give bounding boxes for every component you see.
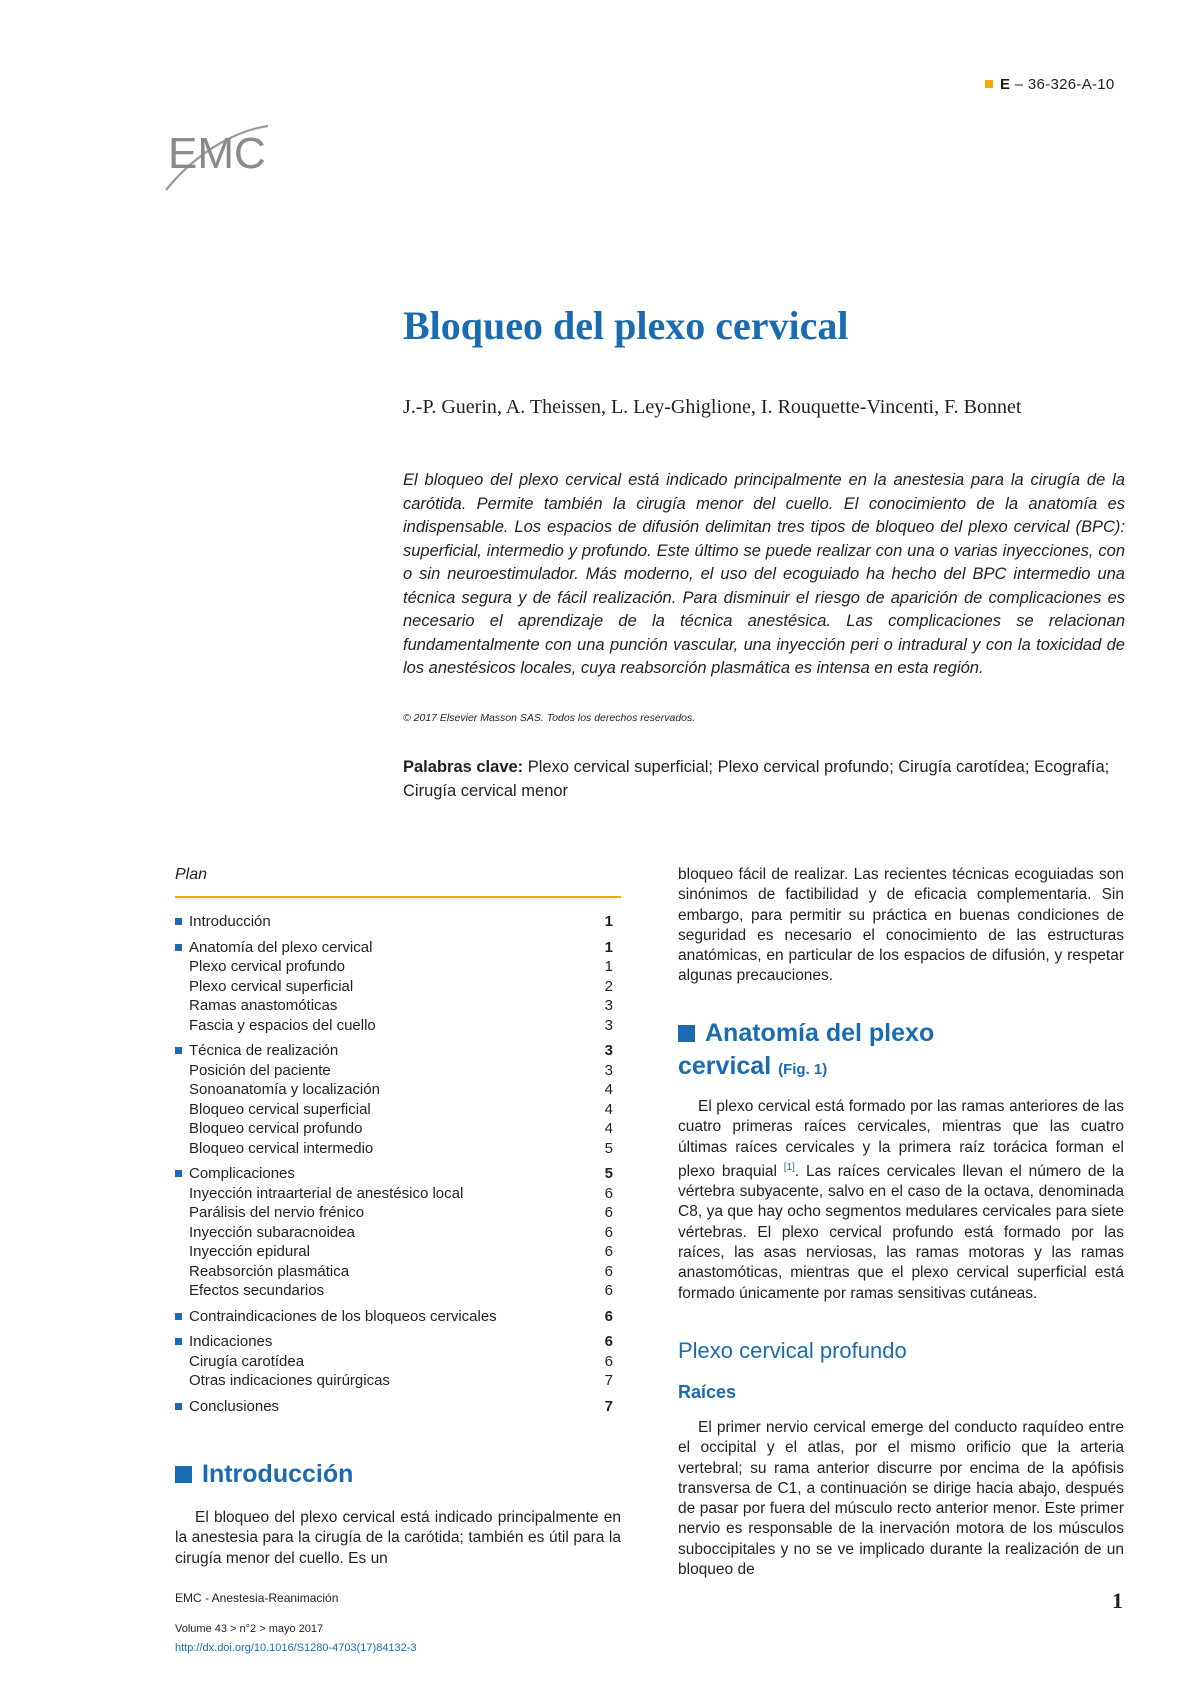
toc-subsection-item[interactable] [175, 1139, 621, 1159]
toc-subsection-item[interactable] [175, 1352, 621, 1372]
toc-section-item[interactable] [175, 1332, 621, 1352]
orange-square-icon [985, 80, 993, 88]
toc-item-page: 6 [604, 1204, 613, 1221]
toc-item-page: 6 [604, 1307, 613, 1325]
toc-bullet-icon [175, 944, 182, 951]
toc-subsection-item[interactable] [175, 1242, 621, 1262]
keywords-list: Plexo cervical superficial; Plexo cervical profundo; Cirugía carotídea; Ecografía; Cirugía cervical menor [403, 758, 1110, 800]
section-heading-text: Introducción [202, 1460, 354, 1488]
toc-subsection-item[interactable] [175, 1281, 621, 1301]
abstract-text: El bloqueo del plexo cervical está indicado principalmente en la anestesia para la cirugía de la carótida. Permite también la cirugía menor del cuello. El conocimiento de la anatomía es indispensable. Los espacios de difusión delimitan tres tipos de bloqueo del plexo cervical (BPC): superficial, intermedio y profundo. Este último se puede realizar con una o varias inyecciones, con o sin neuroestimulador. Más moderno, el uso del ecoguiado ha hecho del BPC intermedio una técnica segura y de fácil realización. Para disminuir el riesgo de aparición de complicaciones es necesario el aprendizaje de la técnica anestésica. Las complicaciones se relacionan fundamentalmente con una punción vascular, una inyección peri o intradural y con la toxicidad de los anestésicos locales, cuya reabsorción plasmática es intensa en esta región. [403, 471, 1125, 677]
toc-item-page: 6 [604, 1262, 613, 1280]
toc-section-item[interactable] [175, 1041, 621, 1061]
paragraph: bloqueo fácil de realizar. Las recientes técnicas ecoguiadas son sinónimos de factibilidad y de eficacia complementaria. Sin embargo, para permitir su práctica en buenas condiciones de seguridad es necesario el conocimiento de las estructuras anatómicas, en particular de los espacios de difusión, y respetar algunas precauciones. [678, 866, 1124, 985]
page-number: 1 [1112, 1588, 1123, 1613]
article-abstract [403, 469, 1125, 681]
toc-subsection-item[interactable] [175, 1223, 621, 1243]
subsubsection-heading-raices: Raíces [678, 1382, 737, 1402]
toc-title: Plan [175, 866, 208, 883]
toc-item-page: 5 [604, 1139, 613, 1157]
footer-volume: Volume 43 > n°2 > mayo 2017 [175, 1623, 324, 1635]
anatomia-paragraph [678, 1097, 1124, 1304]
heading-square-icon [678, 1025, 695, 1042]
paragraph-text-part1: El plexo cervical está formado por las ramas anteriores de las cuatro primeras raíces cervicales, mientras que las cuatro últimas raíces cervicales y la primera raíz torácica forman el plexo braquial [678, 1098, 1124, 1180]
table-of-contents [175, 866, 621, 1416]
toc-item-label: Parálisis del nervio frénico [189, 1204, 365, 1221]
toc-subsection-item[interactable] [175, 1371, 621, 1391]
toc-item-label: Otras indicaciones quirúrgicas [189, 1372, 390, 1389]
toc-bullet-icon [175, 918, 182, 925]
toc-section-item[interactable] [175, 1307, 621, 1327]
toc-item-label: Bloqueo cervical profundo [189, 1120, 363, 1137]
toc-item-page: 6 [604, 1223, 613, 1241]
keywords-label: Palabras clave: [403, 758, 524, 776]
doi-link[interactable]: http://dx.doi.org/10.1016/S1280-4703(17)84132-3 [175, 1642, 417, 1654]
toc-subsection-item[interactable] [175, 1100, 621, 1120]
toc-item-page: 1 [604, 938, 613, 956]
toc-subsection-item[interactable] [175, 1184, 621, 1204]
toc-item-page: 4 [604, 1081, 613, 1098]
toc-item-page: 7 [604, 1372, 613, 1389]
section-heading-text-line1: Anatomía del plexo [705, 1019, 935, 1047]
toc-bullet-icon [175, 1047, 182, 1054]
toc-item-page: 7 [604, 1397, 613, 1415]
toc-item-label: Contraindicaciones de los bloqueos cervicales [189, 1307, 497, 1325]
toc-subsection-item[interactable] [175, 977, 621, 997]
keywords [403, 755, 1123, 803]
toc-list [175, 912, 621, 1416]
footer-journal: EMC - Anestesia-Reanimación [175, 1591, 339, 1605]
citation-link[interactable]: [1] [783, 1161, 795, 1173]
toc-bullet-icon [175, 1313, 182, 1320]
toc-item-page: 3 [604, 1061, 613, 1079]
document-code-value: – 36-326-A-10 [1010, 76, 1115, 93]
subsection-heading-plexo-profundo: Plexo cervical profundo [678, 1338, 907, 1363]
toc-subsection-item[interactable] [175, 1016, 621, 1036]
section-heading-text-line2: cervical [678, 1052, 772, 1080]
article-authors: J.-P. Guerin, A. Theissen, L. Ley-Ghiglione, I. Rouquette-Vincenti, F. Bonnet [403, 396, 1022, 418]
toc-item-page: 2 [604, 977, 613, 995]
toc-item-page: 3 [604, 1016, 613, 1034]
toc-item-page: 4 [604, 1120, 613, 1137]
toc-section-item[interactable] [175, 1164, 621, 1184]
intro-paragraph [175, 1508, 621, 1569]
copyright-notice: © 2017 Elsevier Masson SAS. Todos los derechos reservados. [403, 712, 696, 724]
toc-item-page: 6 [604, 1352, 613, 1370]
toc-item-label: Sonoanatomía y localización [189, 1081, 380, 1098]
toc-subsection-item[interactable] [175, 996, 621, 1016]
toc-item-label: Ramas anastomóticas [189, 997, 338, 1014]
toc-subsection-item[interactable] [175, 957, 621, 977]
toc-item-label: Posición del paciente [189, 1061, 331, 1079]
toc-subsection-item[interactable] [175, 1203, 621, 1223]
toc-item-label: Inyección epidural [189, 1243, 310, 1260]
toc-item-label: Reabsorción plasmática [189, 1262, 350, 1280]
section-heading-introduccion [175, 1458, 353, 1491]
toc-item-label: Cirugía carotídea [189, 1352, 305, 1370]
paragraph: El bloqueo del plexo cervical está indicado principalmente en la anestesia para la cirugía de la carótida; también es útil para la cirugía menor del cuello. Es un [175, 1509, 621, 1567]
toc-item-label: Efectos secundarios [189, 1282, 325, 1299]
emc-logo-text: EMC [168, 129, 266, 178]
toc-item-page: 6 [604, 1333, 613, 1350]
toc-item-label: Indicaciones [189, 1333, 273, 1350]
document-code [985, 76, 1115, 93]
toc-subsection-item[interactable] [175, 1061, 621, 1081]
emc-logo [160, 108, 270, 199]
toc-item-label: Plexo cervical profundo [189, 958, 345, 975]
toc-bullet-icon [175, 1403, 182, 1410]
toc-divider [175, 896, 621, 898]
raices-paragraph [678, 1418, 1124, 1580]
toc-section-item[interactable] [175, 912, 621, 932]
toc-item-page: 6 [604, 1243, 613, 1260]
toc-item-page: 6 [604, 1282, 613, 1299]
paragraph-text-part2: . Las raíces cervicales llevan el número de la vértebra subyacente, salvo en el caso de la octava, denominada C8, ya que hay ocho segmentos medulares cervicales para siete vértebras. El plexo cervical profundo está formado por las raíces, las asas nerviosas, las ramas motoras y las ramas anastomóticas, mientras que el plexo cervical superficial está formado únicamente por ramas sensitivas cutáneas. [678, 1162, 1124, 1302]
document-code-prefix: E [1000, 76, 1011, 93]
toc-section-item[interactable] [175, 1397, 621, 1417]
intro-continuation [678, 865, 1124, 987]
toc-item-label: Conclusiones [189, 1397, 280, 1415]
toc-subsection-item[interactable] [175, 1119, 621, 1139]
toc-item-label: Bloqueo cervical intermedio [189, 1139, 374, 1157]
toc-subsection-item[interactable] [175, 1080, 621, 1100]
toc-item-label: Fascia y espacios del cuello [189, 1016, 376, 1034]
toc-item-page: 3 [604, 1042, 613, 1059]
toc-item-label: Introducción [189, 913, 271, 930]
toc-item-label: Complicaciones [189, 1165, 295, 1182]
toc-item-page: 4 [604, 1100, 613, 1118]
toc-item-label: Plexo cervical superficial [189, 977, 354, 995]
article-title: Bloqueo del plexo cervical [403, 303, 849, 348]
toc-item-label: Inyección intraarterial de anestésico local [189, 1184, 464, 1202]
toc-section-item[interactable] [175, 938, 621, 958]
toc-item-label: Anatomía del plexo cervical [189, 938, 373, 956]
toc-item-label: Bloqueo cervical superficial [189, 1100, 371, 1118]
paragraph: El primer nervio cervical emerge del conducto raquídeo entre el occipital y el atlas, por el mismo orificio que la arteria vertebral; su rama anterior discurre por encima de la apófisis transversa de C1, a continuación se dirige hacia abajo, después de pasar por fuera del músculo recto anterior menor. Este primer nervio es responsable de la inervación motora de los músculos suboccipitales y no se ve implicado durante la realización de un bloqueo de [678, 1419, 1124, 1579]
toc-bullet-icon [175, 1338, 182, 1345]
toc-bullet-icon [175, 1170, 182, 1177]
toc-item-page: 6 [604, 1184, 613, 1202]
toc-item-page: 3 [604, 997, 613, 1014]
heading-square-icon [175, 1466, 192, 1483]
paragraph [678, 1097, 1124, 1304]
section-heading-anatomia [678, 1017, 1124, 1086]
toc-subsection-item[interactable] [175, 1262, 621, 1282]
toc-item-page: 1 [604, 958, 613, 975]
figure-reference-link[interactable]: (Fig. 1) [778, 1061, 828, 1078]
toc-item-page: 5 [604, 1165, 613, 1182]
toc-item-label: Inyección subaracnoidea [189, 1223, 355, 1241]
toc-item-page: 1 [604, 913, 613, 930]
toc-item-label: Técnica de realización [189, 1042, 339, 1059]
